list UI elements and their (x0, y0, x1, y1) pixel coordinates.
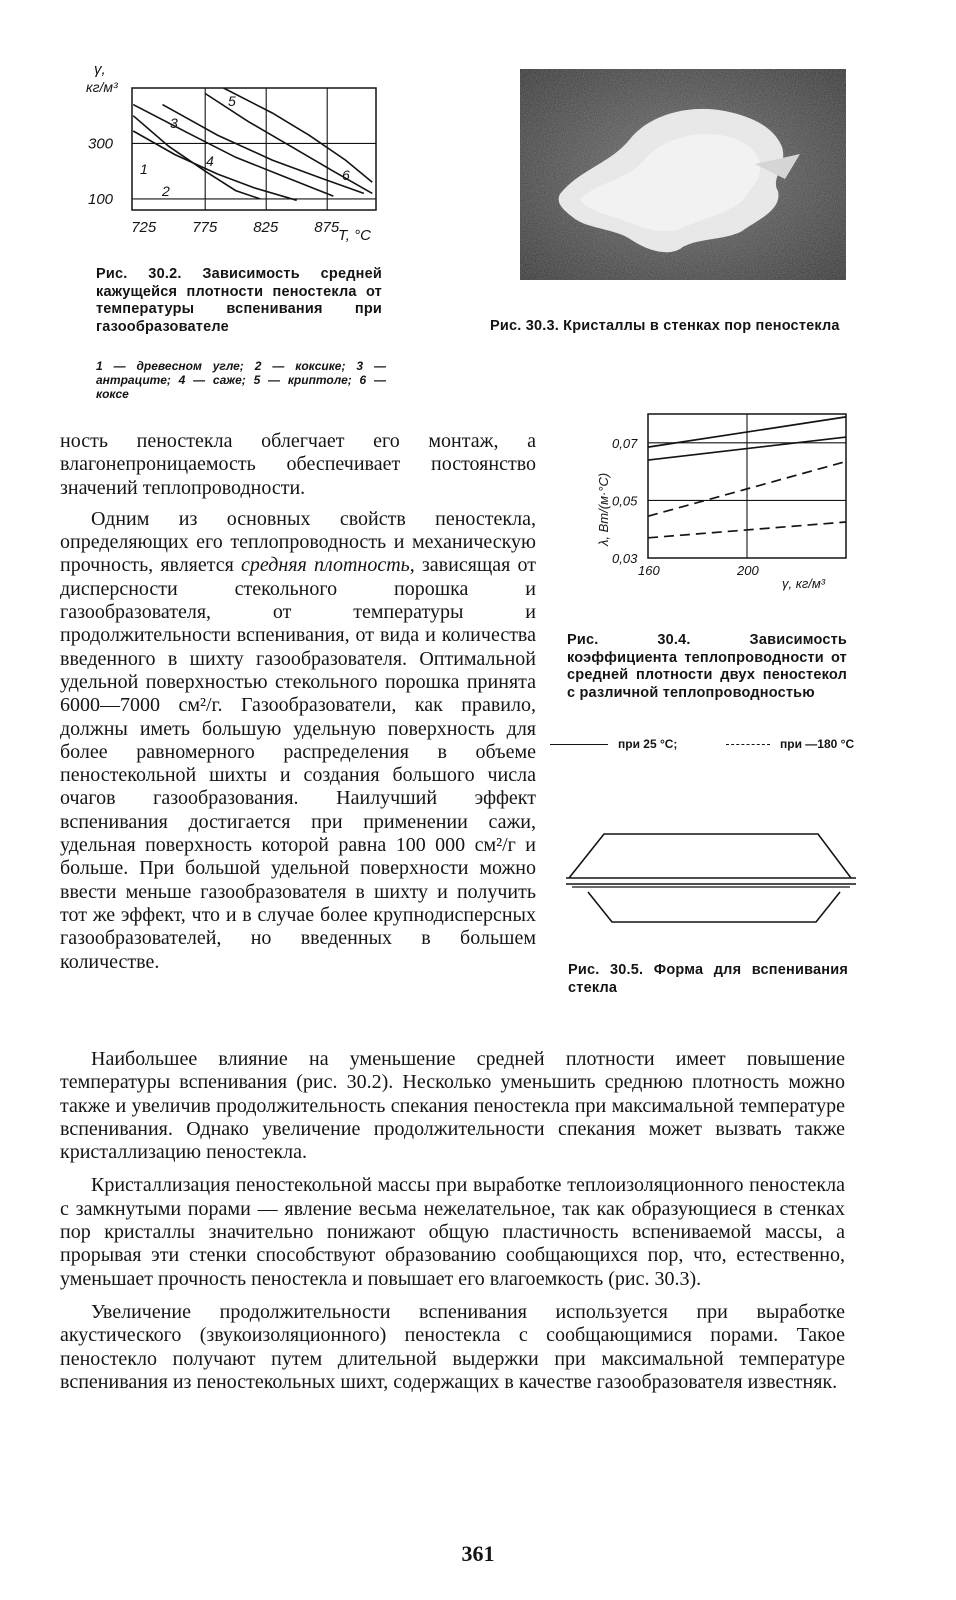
fig-30-2-curve-label: 2 (162, 183, 170, 199)
fig-30-2-xtick-label: 725 (131, 219, 157, 236)
foaming-mould-drawing (566, 826, 856, 930)
fig-30-2-curve-label: 1 (140, 161, 148, 177)
fig-30-4-ytick-label: 0,05 (612, 493, 638, 509)
fig-30-4-xlabel: γ, кг/м³ (782, 576, 826, 591)
paragraph-4: Кристаллизация пеностекольной массы при выработке теплоизоляционного пеностекла с замкнутыми порами — явление весьма нежелательное, так как образующиеся в стенках пор кристаллы значительно понижают общую пластичность вспениваемой массы, а прорывая эти стенки способствуют образованию сообщающихся пор, что, естественно, уменьшает прочность пеностекла и повышает его влагоемкость (рис. 30.3). (60, 1174, 845, 1290)
fig-30-2-ylabel-gamma: γ, (94, 61, 106, 78)
fig-30-2-curve-label: 6 (342, 167, 350, 183)
fig-30-2-curve-4 (163, 105, 364, 194)
paragraph-2-start: Одним из основных свойств пеностекла, определяющих его теплопроводность и механическую прочность, является (60, 507, 536, 577)
fig-30-2-xtick-label: 825 (253, 219, 279, 236)
fig-30-4-xtick-label: 160 (638, 563, 660, 578)
fig-30-2-xlabel: T, °C (338, 227, 371, 244)
legend-solid-line (550, 744, 608, 745)
page-number: 361 (461, 1541, 495, 1566)
paragraph-2 (60, 508, 536, 974)
fig-30-2-ylabel-units: кг/м³ (86, 79, 118, 95)
paragraph-5: Увеличение продолжительности вспенивания используется при выработке акустического (звукоизоляционного) пеностекла с сообщающимися порами. Такое пеностекло получают путем длительной выдержки при максимальной температуре вспенивания из пеностекольных шихт, содержащих в качестве газообразователя известняк. (60, 1300, 845, 1393)
term-average-density: средняя плотность (240, 554, 410, 577)
fig-30-2-curve-1 (133, 116, 260, 199)
left-column-text (60, 430, 536, 984)
fig-30-2-ytick-label: 100 (88, 190, 114, 208)
fig-30-2-caption: Рис. 30.2. Зависимость средней кажущейся плотности пеностекла от температуры вспенивания при газообразователе (96, 266, 382, 335)
paragraph-2-end: , зависящая от дисперсности стекольного порошка и газообразователя, от температуры и продолжительности вспенивания, от вида и количества введенного в шихту газообразователя. Оптимальной удельной поверхностью стекольного порошка принята 6000—7000 см²/г. Газообразователи, как правило, должны иметь большую удельную поверхность для более равномерного распределения в объеме пеностекольной шихты и создания большого числа очагов газообразования. Наилучший эффект вспенивания достигается при применении сажи, удельная поверхность которой равна 100 000 см²/г и больше. При большой удельной поверхности можно ввести меньше газообразователя в шихту и получить тот же эффект, что и в случае более крупнодисперсных газообразователей, но введенных в большем количестве. (60, 554, 537, 973)
fig-30-2-legend: 1 — древесном угле; 2 — коксике; 3 — антраците; 4 — саже; 5 — криптоле; 6 — коксе (96, 359, 386, 401)
fig-30-4-caption: Рис. 30.4. Зависимость коэффициента теплопроводности от средней плотности двух пеностекол с различной теплопроводностью (567, 632, 847, 701)
fig-30-4-ylabel: λ, Вт/(м·°С) (596, 472, 611, 546)
fig-30-5-caption: Рис. 30.5. Форма для вспенивания стекла (568, 962, 848, 996)
main-column-text (60, 1048, 845, 1404)
fig-30-2-curve-2 (133, 131, 297, 200)
fig-30-2-plot-area (88, 88, 376, 236)
legend-dashed-label: при —180 °С (780, 737, 855, 751)
fig-30-2-ytick-label: 300 (88, 135, 114, 153)
fig-30-4-ytick-label: 0,07 (612, 435, 638, 451)
fig-30-4-legend (550, 736, 870, 754)
fig-30-4-plot-area (612, 414, 846, 578)
fig-30-3-caption: Рис. 30.3. Кристаллы в стенках пор пеностекла (490, 318, 840, 334)
fig-30-4-chart (586, 408, 856, 604)
legend-solid-label: при 25 °С; (618, 737, 678, 751)
paragraph-3: Наибольшее влияние на уменьшение средней плотности имеет повышение температуры вспенивания (рис. 30.2). Несколько уменьшить среднюю плотность можно также и увеличив продолжительность спекания пеностекла при максимальной температуре вспенивания. Однако увеличение продолжительности спекания может вызвать также кристаллизацию пеностекла. (60, 1048, 845, 1164)
fig-30-2-curve-6 (224, 88, 373, 182)
fig-30-2-xtick-label: 775 (192, 219, 218, 236)
fig-30-4-xtick-label: 200 (737, 563, 759, 578)
fig-30-4-ytick-label: 0,03 (612, 551, 638, 566)
fig-30-2-xtick-label: 875 (314, 219, 340, 236)
legend-dashed-line (726, 744, 770, 745)
fig-30-2-curve-label: 4 (206, 153, 214, 169)
fig-30-2-curve-label: 5 (228, 93, 236, 109)
fig-30-2-chart (80, 56, 400, 246)
paragraph-1: ность пеностекла облегчает его монтаж, а влагонепроницаемость обеспечивает постоянство значений теплопроводности. (60, 430, 536, 499)
crystals-photo (520, 69, 846, 280)
fig-30-2-curve-label: 3 (170, 115, 178, 131)
